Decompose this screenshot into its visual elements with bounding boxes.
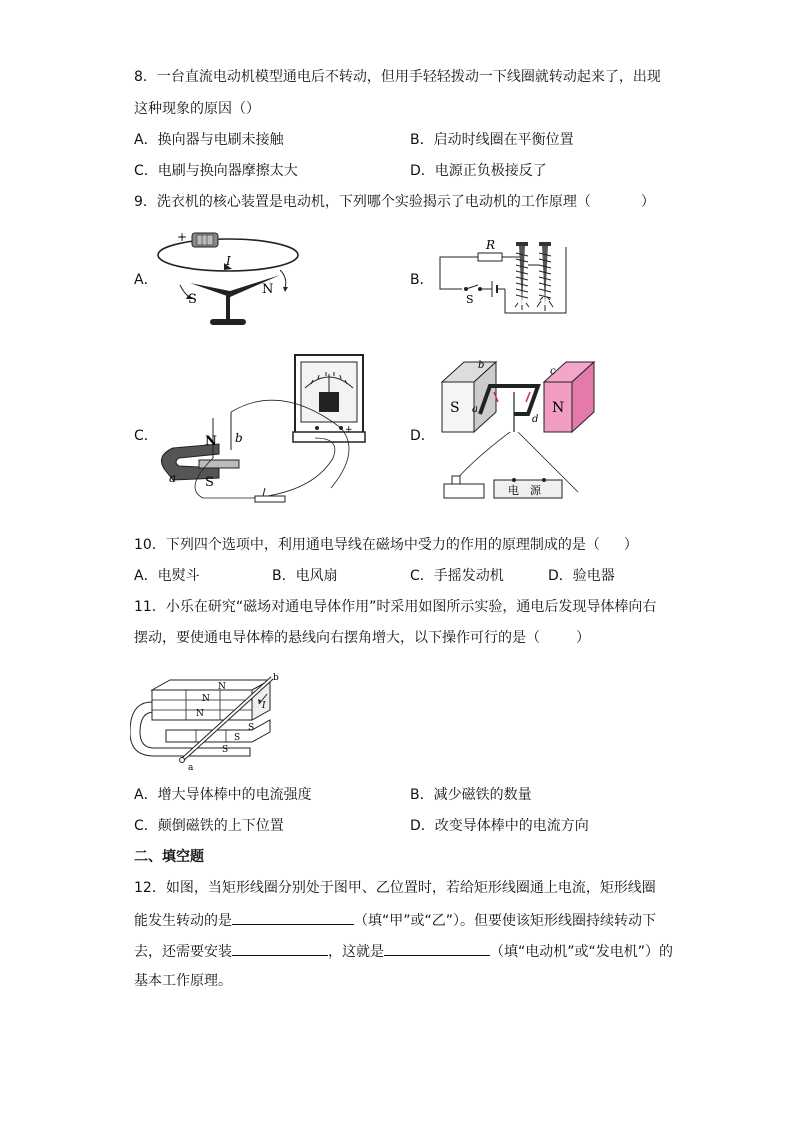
- q10-stem-text: 10．下列四个选项中，利用通电导线在磁场中受力的作用的原理制成的是（: [134, 537, 600, 553]
- q9-figure-b-electromagnets: [430, 235, 580, 320]
- figa-south-label: S: [188, 292, 197, 307]
- figb-switch-label: S: [466, 293, 474, 306]
- q8-option-b: B．启动时线圈在平衡位置: [410, 132, 574, 148]
- q11-fig-i-label: I: [262, 701, 266, 711]
- figa-north-label: N: [262, 282, 274, 297]
- figa-current-label: I: [226, 254, 231, 268]
- q11-option-c: C．颠倒磁铁的上下位置: [134, 818, 284, 834]
- q11-fig-b-label: b: [273, 673, 279, 683]
- figd-c-label: c: [550, 366, 556, 377]
- q10-option-c: C．手摇发动机: [410, 568, 504, 584]
- figd-a-label: a: [472, 404, 478, 415]
- q10-stem: [134, 536, 638, 554]
- q10-option-a: A．电熨斗: [134, 568, 200, 584]
- svg-text:+: +: [345, 425, 353, 435]
- figd-north-label: N: [552, 400, 565, 416]
- q9-figure-a-oersted: [150, 225, 300, 330]
- q9-figure-d-motor: [430, 352, 605, 517]
- q12-line2-text-b: （填“甲”或“乙”）。但要使该矩形线圈持续转动下: [354, 913, 657, 929]
- figc-south-label: S: [205, 475, 214, 490]
- figc-north-label: N: [205, 434, 217, 449]
- figd-power-label: 电 源: [508, 484, 541, 497]
- q11-stem-line2-text: 摆动，要使通电导体棒的悬线向右摆角增大，以下操作可行的是（: [134, 630, 540, 646]
- q8-option-d: D．电源正负极接反了: [410, 163, 547, 179]
- figb-resistor-label: R: [486, 238, 496, 252]
- q9-stem-text: 9．洗衣机的核心装置是电动机，下列哪个实验揭示了电动机的工作原理（: [134, 194, 591, 210]
- q11-fig-n2: N: [202, 694, 210, 704]
- q9-option-a-label: A．: [134, 272, 158, 288]
- q11-option-d: D．改变导体棒中的电流方向: [410, 818, 589, 834]
- q12-blank-1[interactable]: [232, 910, 354, 925]
- q9-figure-c-induction: [155, 350, 370, 515]
- figd-b-label: b: [478, 360, 485, 371]
- q11-option-a: A．增大导体棒中的电流强度: [134, 787, 312, 803]
- q8-option-a: A．换向器与电刷未接触: [134, 132, 284, 148]
- q11-stem-line2: [134, 629, 590, 647]
- q11-option-b: B．减少磁铁的数量: [410, 787, 532, 803]
- figd-d-label: d: [532, 414, 539, 425]
- q9-option-c-label: C．: [134, 428, 158, 444]
- figa-plus-label: +: [177, 230, 188, 244]
- q10-stem-end: ）: [623, 537, 638, 553]
- q9-stem-end: ）: [640, 194, 655, 210]
- q11-fig-s3: S: [222, 745, 229, 755]
- q12-line3-text-b: ，这就是: [328, 944, 384, 960]
- q12-blank-3[interactable]: [384, 941, 490, 956]
- q9-option-d-label: D．: [410, 428, 435, 444]
- q12-line3: [134, 941, 673, 961]
- q11-stem-line1: 11．小乐在研究“磁场对通电导体作用”时采用如图所示实验，通电后发现导体棒向右: [134, 599, 657, 615]
- q12-blank-2[interactable]: [232, 941, 328, 956]
- q8-stem-line1: 8．一台直流电动机模型通电后不转动，但用手轻轻拨动一下线圈就转动起来了，出现: [134, 69, 661, 85]
- q11-fig-a-label: a: [188, 763, 194, 772]
- q11-stem-end: ）: [576, 630, 590, 646]
- q11-fig-n1: N: [218, 682, 226, 692]
- q12-line4: 基本工作原理。: [134, 973, 232, 989]
- q12-line3-text-a: 去，还需要安装: [134, 944, 232, 960]
- q9-option-b-label: B．: [410, 272, 434, 288]
- q10-option-d: D．验电器: [548, 568, 615, 584]
- q12-line2-text-a: 能发生转动的是: [134, 913, 232, 929]
- q8-stem-line2: 这种现象的原因（）: [134, 101, 260, 117]
- q8-option-c: C．电刷与换向器摩擦太大: [134, 163, 298, 179]
- figd-south-label: S: [450, 400, 460, 416]
- q12-line2: [134, 910, 656, 930]
- q12-line3-text-c: （填“电动机”或“发电机”）的: [490, 944, 674, 960]
- q10-option-b: B．电风扇: [272, 568, 338, 584]
- q11-fig-s2: S: [234, 733, 241, 743]
- q11-fig-s1: S: [248, 723, 255, 733]
- q9-stem: [134, 193, 655, 211]
- q12-line1: 12．如图，当矩形线圈分别处于图甲、乙位置时，若给矩形线圈通上电流，矩形线圈: [134, 880, 656, 896]
- figc-a-label: a: [169, 471, 177, 485]
- figc-b-label: b: [235, 431, 243, 445]
- q11-figure-magnets: [130, 672, 280, 772]
- q11-fig-n3: N: [196, 709, 204, 719]
- section-title-fill-in: 二、填空题: [134, 849, 204, 865]
